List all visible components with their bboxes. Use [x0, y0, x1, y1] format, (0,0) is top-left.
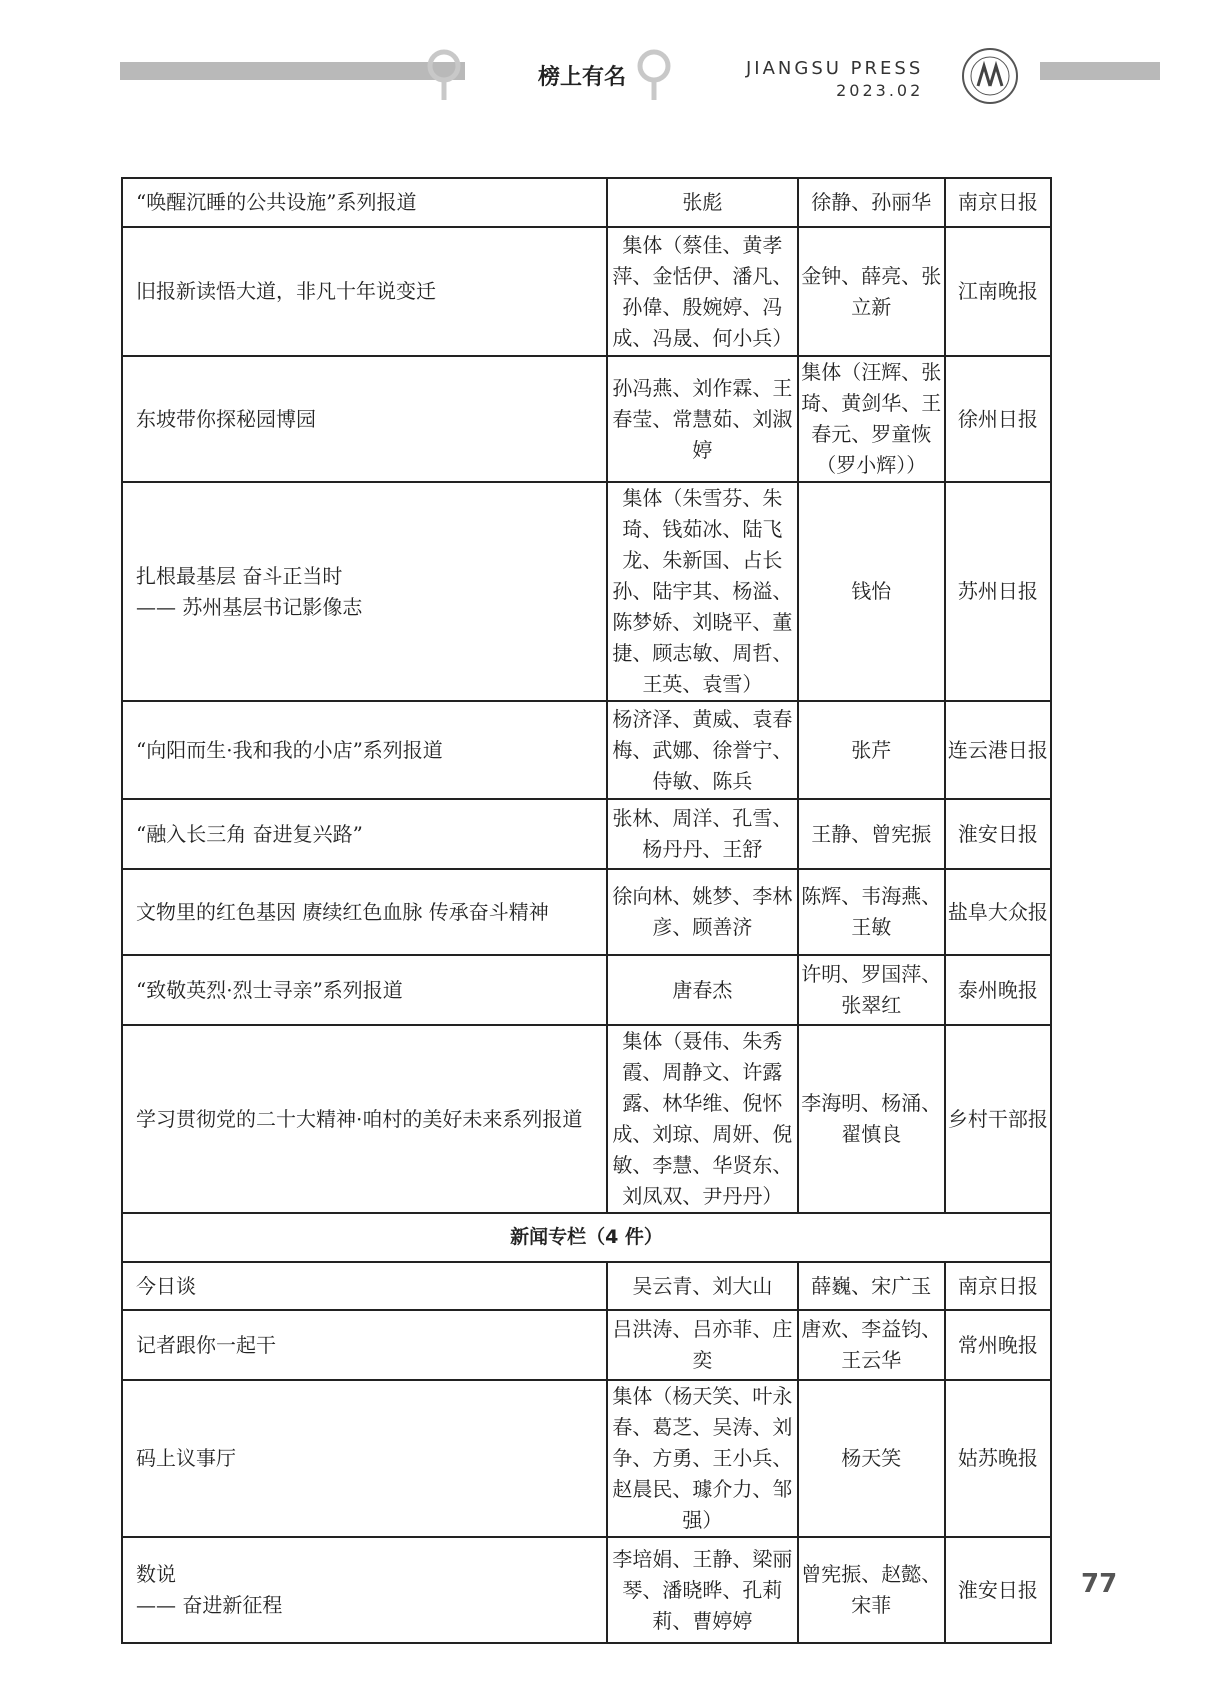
table-row	[122, 799, 1051, 869]
work-title: 记者跟你一起干	[122, 1310, 607, 1380]
work-subtitle: —— 奋进新征程	[136, 1593, 283, 1617]
association-logo-icon	[960, 46, 1020, 106]
author-cell: 集体（聂伟、朱秀霞、周静文、许露露、林华维、倪怀成、刘琼、周妍、倪敏、李慧、华贤东、刘凤双、尹丹丹）	[607, 1025, 798, 1213]
editor-cell: 集体（汪辉、张琦、黄剑华、王春元、罗童恢（罗小辉））	[798, 356, 945, 482]
paper-cell: 姑苏晚报	[945, 1380, 1051, 1537]
table-row	[122, 227, 1051, 356]
editor-cell: 王静、曾宪振	[798, 799, 945, 869]
table-row	[122, 1380, 1051, 1537]
table-row	[122, 1025, 1051, 1213]
editor-cell: 许明、罗国萍、张翠红	[798, 955, 945, 1025]
editor-cell: 张芹	[798, 701, 945, 799]
table-row	[122, 869, 1051, 955]
paper-cell: 连云港日报	[945, 701, 1051, 799]
author-cell: 徐向林、姚梦、李林彦、顾善济	[607, 869, 798, 955]
editor-cell: 曾宪振、赵懿、宋菲	[798, 1537, 945, 1643]
work-title: 扎根最基层 奋斗正当时 —— 苏州基层书记影像志	[122, 482, 607, 701]
press-name: JIANGSU PRESS	[746, 58, 924, 79]
author-cell: 张林、周洋、孔雪、杨丹丹、王舒	[607, 799, 798, 869]
editor-cell: 徐静、孙丽华	[798, 178, 945, 227]
author-cell: 李培娟、王静、梁丽琴、潘晓晔、孔莉莉、曹婷婷	[607, 1537, 798, 1643]
paper-cell: 淮安日报	[945, 1537, 1051, 1643]
table-row	[122, 1537, 1051, 1643]
paper-cell: 徐州日报	[945, 356, 1051, 482]
paper-cell: 盐阜大众报	[945, 869, 1051, 955]
work-title: “融入长三角 奋进复兴路”	[122, 799, 607, 869]
work-title: 学习贯彻党的二十大精神·咱村的美好未来系列报道	[122, 1025, 607, 1213]
author-cell: 集体（杨天笑、叶永春、葛芝、吴涛、刘争、方勇、王小兵、赵晨民、璩介力、邹强）	[607, 1380, 798, 1537]
pin-icon	[634, 48, 680, 104]
editor-cell: 陈辉、韦海燕、王敏	[798, 869, 945, 955]
table-row	[122, 955, 1051, 1025]
issue-date: 2023.02	[836, 81, 924, 100]
work-subtitle: —— 苏州基层书记影像志	[136, 594, 363, 619]
author-cell: 唐春杰	[607, 955, 798, 1025]
author-cell: 集体（蔡佳、黄孝萍、金恬伊、潘凡、孙偉、殷婉婷、冯成、冯晟、何小兵）	[607, 227, 798, 356]
work-title: 旧报新读悟大道，非凡十年说变迁	[122, 227, 607, 356]
work-title: “致敬英烈·烈士寻亲”系列报道	[122, 955, 607, 1025]
editor-cell: 杨天笑	[798, 1380, 945, 1537]
awards-table	[121, 177, 1052, 1644]
author-cell: 集体（朱雪芬、朱琦、钱茹冰、陆飞龙、朱新国、占长孙、陆宇其、杨溢、陈梦娇、刘晓平、董捷、顾志敏、周哲、王英、袁雪）	[607, 482, 798, 701]
table-row	[122, 178, 1051, 227]
editor-cell: 薛巍、宋广玉	[798, 1262, 945, 1310]
author-cell: 杨济泽、黄威、袁春梅、武娜、徐誉宁、侍敏、陈兵	[607, 701, 798, 799]
table-row	[122, 356, 1051, 482]
header-bar-right	[1040, 62, 1160, 80]
paper-cell: 淮安日报	[945, 799, 1051, 869]
paper-cell: 苏州日报	[945, 482, 1051, 701]
author-cell: 吴云青、刘大山	[607, 1262, 798, 1310]
work-title: “向阳而生·我和我的小店”系列报道	[122, 701, 607, 799]
table-row	[122, 701, 1051, 799]
editor-cell: 钱怡	[798, 482, 945, 701]
section-header: 新闻专栏（4 件）	[122, 1213, 1051, 1262]
author-cell: 孙冯燕、刘作霖、王春莹、常慧茹、刘淑婷	[607, 356, 798, 482]
section-title: 榜上有名	[538, 65, 627, 90]
editor-cell: 李海明、杨涌、翟慎良	[798, 1025, 945, 1213]
work-title: “唤醒沉睡的公共设施”系列报道	[122, 178, 607, 227]
author-cell: 张彪	[607, 178, 798, 227]
work-title: 今日谈	[122, 1262, 607, 1310]
table-row	[122, 1310, 1051, 1380]
work-title: 文物里的红色基因 赓续红色血脉 传承奋斗精神	[122, 869, 607, 955]
section-header-row	[122, 1213, 1051, 1262]
table-row	[122, 1262, 1051, 1310]
paper-cell: 泰州晚报	[945, 955, 1051, 1025]
header-bar-left	[120, 62, 465, 80]
pin-icon	[424, 48, 470, 104]
paper-cell: 常州晚报	[945, 1310, 1051, 1380]
editor-cell: 金钟、薛亮、张立新	[798, 227, 945, 356]
paper-cell: 南京日报	[945, 1262, 1051, 1310]
work-title: 东坡带你探秘园博园	[122, 356, 607, 482]
press-masthead	[746, 58, 923, 102]
paper-cell: 江南晚报	[945, 227, 1051, 356]
work-title: 码上议事厅	[122, 1380, 607, 1537]
editor-cell: 唐欢、李益钧、王云华	[798, 1310, 945, 1380]
paper-cell: 乡村干部报	[945, 1025, 1051, 1213]
table-row	[122, 482, 1051, 701]
paper-cell: 南京日报	[945, 178, 1051, 227]
page-number: 77	[1081, 1569, 1118, 1599]
author-cell: 吕洪涛、吕亦菲、庄奕	[607, 1310, 798, 1380]
work-title: 数说 —— 奋进新征程	[122, 1537, 607, 1643]
